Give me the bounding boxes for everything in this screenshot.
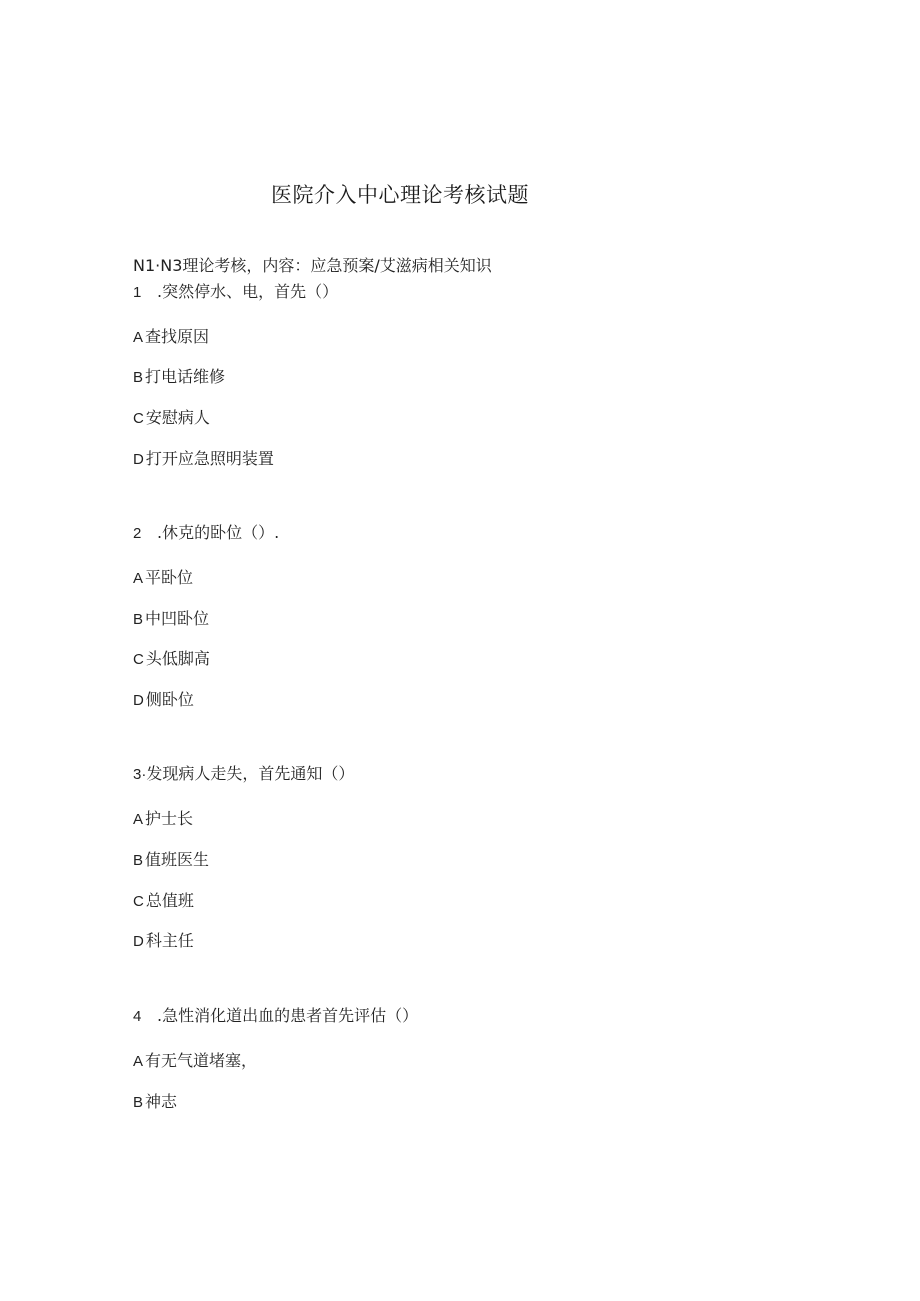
- option-letter: B: [133, 1094, 144, 1111]
- question-3: [133, 763, 354, 786]
- option-text: 值班医生: [145, 850, 210, 869]
- option-text: 有无气道堵塞，: [145, 1051, 258, 1070]
- option-text: 查找原因: [145, 327, 210, 346]
- option-text: 神志: [145, 1092, 178, 1111]
- option-letter: C: [133, 651, 144, 668]
- question-3-option-a: [133, 808, 193, 831]
- question-text: .急性消化道出血的患者首先评估（）: [157, 1006, 419, 1025]
- option-letter: C: [133, 410, 144, 427]
- question-4: [133, 1005, 418, 1028]
- question-2-option-d: [133, 689, 194, 712]
- option-text: 头低脚高: [145, 649, 210, 668]
- question-3-option-b: [133, 849, 209, 872]
- option-text: 中凹卧位: [145, 609, 210, 628]
- option-letter: D: [133, 692, 144, 709]
- option-text: 护士长: [145, 809, 194, 828]
- question-3-option-d: [133, 930, 194, 953]
- question-number: 3·: [133, 766, 147, 783]
- question-1: [133, 281, 338, 304]
- option-text: 总值班: [145, 891, 194, 910]
- option-letter: A: [133, 1053, 144, 1070]
- intro-line: N1·N3理论考核，内容：应急预案/艾滋病相关知识: [133, 256, 492, 275]
- option-letter: A: [133, 570, 144, 587]
- option-text: 平卧位: [145, 568, 194, 587]
- question-1-option-c: [133, 407, 210, 430]
- question-number: 2: [133, 525, 142, 542]
- question-2-option-b: [133, 608, 209, 631]
- option-letter: A: [133, 811, 144, 828]
- option-letter: B: [133, 852, 144, 869]
- question-text: .突然停水、电，首先（）: [157, 282, 339, 301]
- question-text: .休克的卧位（）.: [157, 523, 280, 542]
- question-number: 4: [133, 1008, 142, 1025]
- option-text: 科主任: [145, 931, 194, 950]
- question-1-option-a: [133, 326, 209, 349]
- question-4-option-b: [133, 1091, 177, 1114]
- question-text: 发现病人走失，首先通知（）: [146, 764, 355, 783]
- question-2-option-a: [133, 567, 193, 590]
- question-4-option-a: [133, 1050, 257, 1073]
- question-2: [133, 522, 279, 545]
- option-text: 侧卧位: [145, 690, 194, 709]
- option-letter: B: [133, 369, 144, 386]
- option-letter: C: [133, 893, 144, 910]
- option-text: 打电话维修: [145, 367, 226, 386]
- option-letter: D: [133, 451, 144, 468]
- option-letter: A: [133, 329, 144, 346]
- question-1-option-b: [133, 366, 225, 389]
- option-text: 打开应急照明装置: [145, 449, 274, 468]
- question-1-option-d: [133, 448, 274, 471]
- question-2-option-c: [133, 648, 210, 671]
- question-3-option-c: [133, 890, 194, 913]
- question-number: 1: [133, 284, 142, 301]
- document-title: 医院介入中心理论考核试题: [271, 183, 529, 207]
- option-letter: B: [133, 611, 144, 628]
- option-text: 安慰病人: [145, 408, 210, 427]
- option-letter: D: [133, 933, 144, 950]
